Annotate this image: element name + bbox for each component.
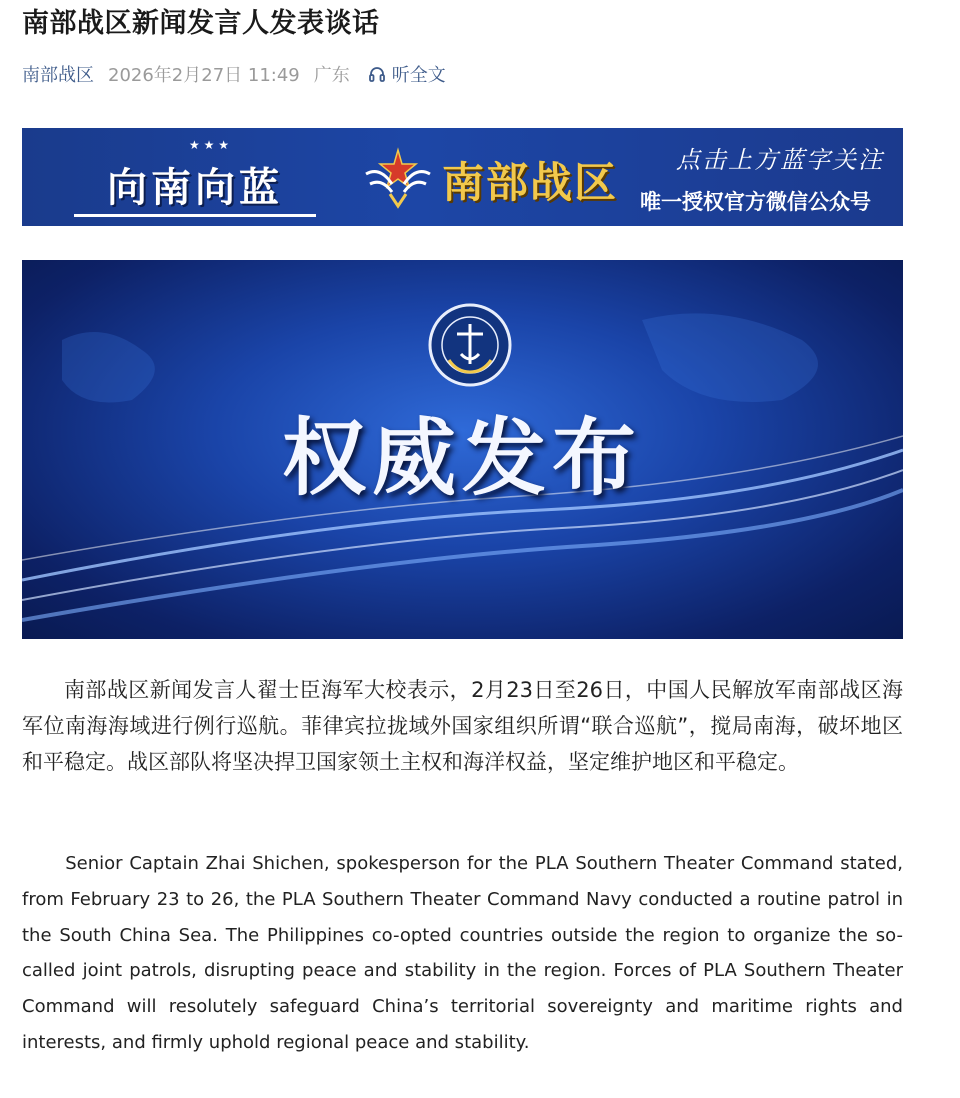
paragraph-chinese: 南部战区新闻发言人翟士臣海军大校表示，2月23日至26日，中国人民解放军南部战区海军位南海海域进行例行巡航。菲律宾拉拢域外国家组织所谓“联合巡航”，搅局南海，破坏地区和平稳定。战区部队将坚决捍卫国家领土主权和海洋权益，坚定维护地区和平稳定。	[22, 678, 903, 774]
account-link[interactable]: 南部战区	[22, 65, 94, 86]
follow-banner[interactable]	[22, 128, 903, 226]
publish-time: 2026年2月27日 11:49	[108, 65, 300, 86]
seal-icon	[427, 302, 513, 388]
banner-left-text: 向南向蓝	[107, 164, 283, 211]
banner-middle-text: 南部战区	[442, 158, 619, 207]
banner-follow-hint: 点击上方蓝字关注	[676, 145, 884, 174]
banner-official-note: 唯一授权官方微信公众号	[640, 190, 871, 214]
hero-title: 权威发布	[281, 407, 642, 507]
banner-divider	[74, 214, 316, 217]
article-title: 南部战区新闻发言人发表谈话	[22, 8, 380, 39]
publish-location: 广东	[313, 65, 350, 86]
listen-button[interactable]	[368, 61, 446, 87]
paragraph-english: Senior Captain Zhai Shichen, spokesperson for the PLA Southern Theater Command stated, from February 23 to 26, the PLA Southern Theater Command Navy conducted a routine patrol in the South China Sea. The Philippines co-opted countries outside the region to organize the so-called joint patrols, disrupting peace and stability in the region. Forces of PLA Southern Theater Command will resolutely safeguard China’s territorial sovereignty and maritime rights and interests, and firmly uphold regional peace and stability.	[22, 853, 903, 1053]
listen-label: 听全文	[391, 65, 446, 86]
stars-decoration: ★ ★ ★	[189, 138, 229, 152]
hero-image	[22, 260, 903, 639]
headphones-icon	[368, 65, 386, 83]
army-emblem-icon	[362, 144, 434, 212]
article-meta	[22, 60, 446, 88]
